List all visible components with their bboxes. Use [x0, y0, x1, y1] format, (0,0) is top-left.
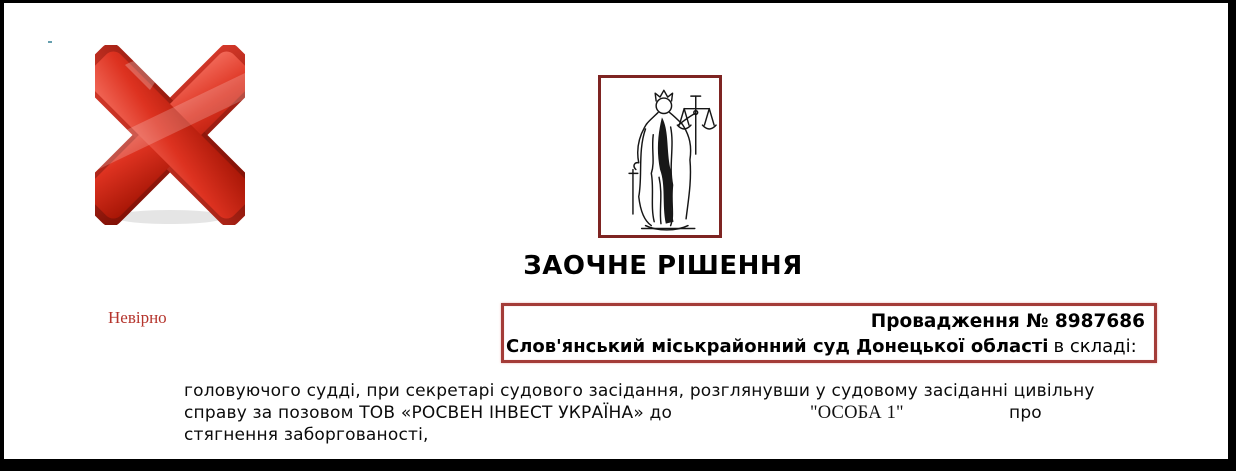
body-text-line-2-end: про [1009, 403, 1042, 423]
case-info-box [501, 303, 1157, 363]
body-text-line-1: головуючого судді, при секретарі судового засідання, розглянувши у судовому засіданні цивільну [184, 381, 1095, 401]
annotation-connector-lines [4, 3, 304, 153]
proceeding-number: Провадження № 8987686 [870, 311, 1145, 332]
court-name-suffix: в складі: [1053, 336, 1137, 357]
document-title: ЗАОЧНЕ РІШЕННЯ [523, 251, 803, 281]
body-text-line-3: стягнення заборгованості, [184, 425, 429, 445]
court-name-line [504, 334, 1154, 359]
justice-image-frame [598, 75, 722, 238]
court-name: Слов'янський міськрайонний суд Донецької області [506, 336, 1049, 357]
anonymized-person-name: "ОСОБА 1" [810, 403, 904, 423]
incorrect-label: Невірно [108, 308, 167, 327]
lady-justice-statue-icon [603, 80, 717, 233]
body-text-line-2: справу за позовом ТОВ «РОСВЕН ІНВЕСТ УКРАЇНА» до [184, 403, 673, 423]
